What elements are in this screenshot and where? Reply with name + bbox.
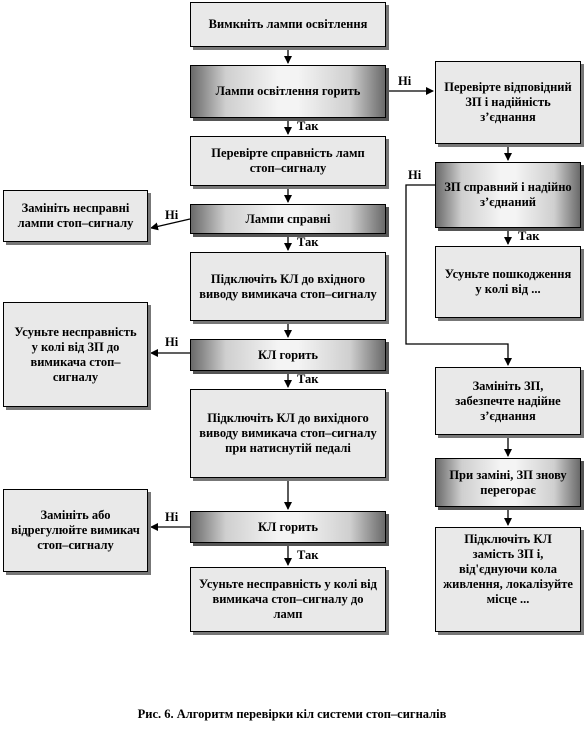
label-yes-rd1: Так bbox=[518, 229, 540, 243]
node-fix-fuse-to-switch bbox=[3, 302, 148, 407]
node-replace-switch bbox=[3, 489, 148, 572]
decision-text: ЗП справний і надійно з’єднаний bbox=[444, 180, 572, 209]
decision-kl-on-1 bbox=[190, 339, 386, 371]
node-replace-fuse bbox=[435, 367, 581, 435]
label-yes-d4: Так bbox=[297, 548, 319, 562]
node-text: Замініть несправні лампи стоп–сигналу bbox=[17, 201, 134, 230]
decision-lamps-ok bbox=[190, 204, 386, 234]
node-connect-input bbox=[190, 252, 386, 321]
label-no-d3: Ні bbox=[165, 335, 179, 349]
node-check-stop-lamps bbox=[190, 136, 386, 186]
decision-fuse-ok bbox=[435, 162, 581, 228]
label-yes-d1: Так bbox=[297, 119, 319, 133]
node-fix-damage bbox=[435, 246, 581, 318]
decision-text: При заміні, ЗП знову перегорає bbox=[449, 467, 567, 497]
label-no-d1: Ні bbox=[398, 74, 412, 88]
decision-kl-on-2 bbox=[190, 511, 386, 543]
node-text: Підключіть КЛ замість ЗП і, від'єднуючи кола живлення, локалізуйте місце ... bbox=[443, 532, 573, 606]
node-text: Усуньте несправність у колі від вимикача стоп–сигналу до ламп bbox=[199, 577, 377, 621]
decision-fuse-blows-again bbox=[435, 458, 581, 507]
node-text: Підключіть КЛ до вхідного виводу вимикача стоп–сигналу bbox=[199, 271, 377, 301]
node-connect-instead-fuse bbox=[435, 527, 581, 632]
node-fix-switch-to-lamps bbox=[190, 567, 386, 632]
node-text: Усуньте несправність у колі від ЗП до вимикача стоп–сигналу bbox=[14, 324, 137, 384]
label-no-d4: Ні bbox=[165, 510, 179, 524]
node-text: Замініть ЗП, забезпечте надійне з’єднання bbox=[455, 378, 561, 423]
decision-text: КЛ горить bbox=[257, 519, 319, 534]
node-text: Вимкніть лампи освітлення bbox=[208, 17, 368, 31]
node-text: Підключіть КЛ до вихідного виводу вимикача стоп–сигналу при натиснутій педалі bbox=[199, 411, 377, 455]
decision-text: Лампи справні bbox=[245, 211, 331, 226]
label-no-rd1: Ні bbox=[408, 168, 422, 182]
figure-caption: Рис. 6. Алгоритм перевірки кіл системи стоп–сигналів bbox=[137, 707, 447, 721]
label-yes-d2: Так bbox=[297, 235, 319, 249]
node-text: Перевірте справність ламп стоп–сигналу bbox=[211, 146, 365, 175]
decision-lights-on bbox=[190, 65, 386, 118]
node-check-fuse bbox=[435, 61, 581, 144]
node-connect-output bbox=[190, 389, 386, 478]
label-yes-d3: Так bbox=[297, 372, 319, 386]
node-turn-off-lights bbox=[190, 2, 386, 47]
node-text: Усуньте пошкодження у колі від ... bbox=[444, 267, 572, 296]
node-replace-lamps bbox=[3, 190, 148, 242]
decision-text: КЛ горить bbox=[257, 347, 319, 362]
decision-text: Лампи освітлення горить bbox=[215, 84, 361, 98]
node-text: Перевірте відповідний ЗП і надійність з’єднання bbox=[444, 80, 572, 124]
label-no-d2: Ні bbox=[165, 208, 179, 222]
node-text: Замініть або відрегулюйте вимикач стоп–сигналу bbox=[11, 508, 140, 552]
